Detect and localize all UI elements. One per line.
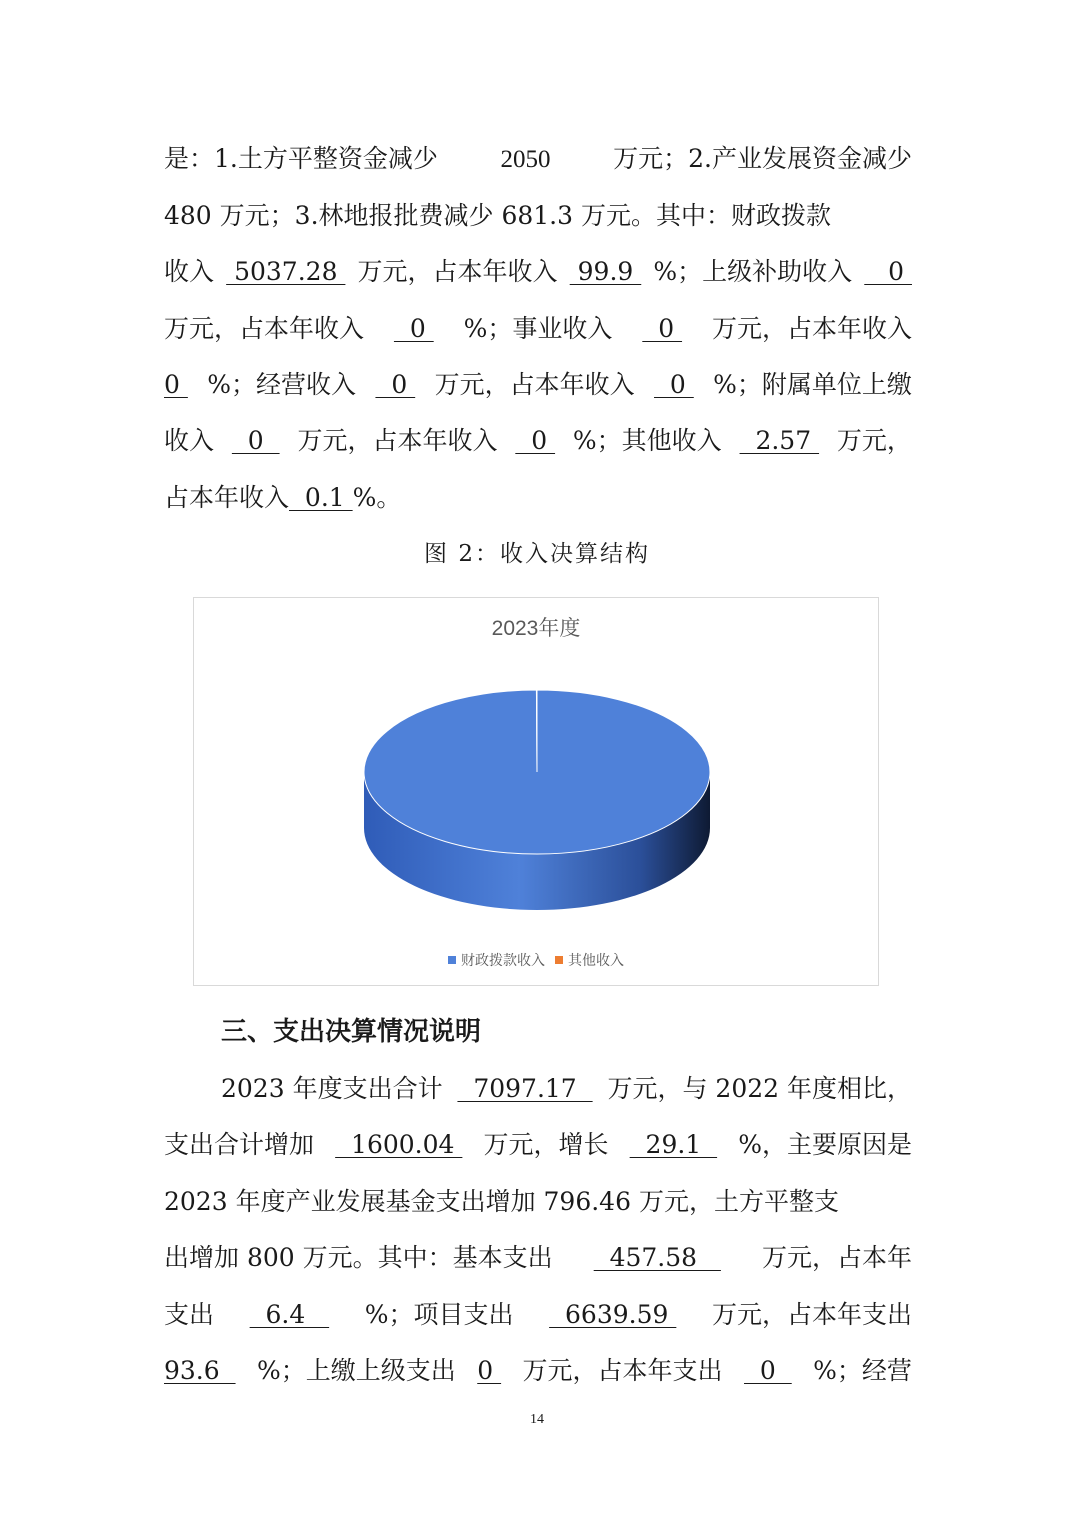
figure-caption: 图 2：收入决算结构 — [424, 541, 650, 567]
text-line-s3-4 — [164, 1238, 912, 1278]
text-line-5 — [164, 365, 912, 405]
underlined-value: 0 — [164, 370, 188, 399]
legend-item — [448, 950, 545, 970]
chart-legend — [194, 950, 878, 970]
legend-label: 财政拨款收入 — [461, 952, 545, 968]
pie-chart — [194, 598, 878, 985]
text-segment: %；经营收入 — [207, 370, 357, 399]
text-line-2 — [164, 196, 912, 236]
underlined-value: 0 — [393, 314, 434, 343]
underlined-value: 0.1 — [289, 483, 353, 512]
text-segment: 万元，占本年收入 — [164, 314, 365, 343]
legend-item — [555, 950, 624, 970]
underlined-value: 5037.28 — [226, 257, 346, 286]
underlined-value: 29.1 — [629, 1130, 718, 1159]
underlined-value: 93.6 — [164, 1356, 236, 1385]
underlined-value: 6.4 — [249, 1300, 330, 1329]
legend-swatch — [555, 956, 563, 964]
text-segment: 480 万元；3.林地报批费减少 681.3 万元。其中：财政拨款 — [164, 201, 831, 230]
text-segment: 2023 年度产业发展基金支出增加 796.46 万元，土方平整支 — [164, 1187, 839, 1216]
text-line-4 — [164, 309, 912, 349]
text-segment: 万元，占本年收入 — [711, 314, 912, 343]
text-line-6 — [164, 421, 912, 461]
underlined-value: 7097.17 — [457, 1074, 593, 1103]
underlined-value: 2.57 — [739, 426, 820, 455]
underlined-value: 99.9 — [569, 257, 642, 286]
text-segment: 万元；2.产业发展资金减少 — [613, 144, 912, 173]
text-segment: 收入 — [164, 257, 215, 286]
section-heading: 三、支出决算情况说明 — [221, 1017, 482, 1047]
text-segment: %；经营 — [813, 1356, 912, 1385]
text-segment: 支出合计增加 — [164, 1130, 315, 1159]
text-segment: %；上级补助收入 — [653, 257, 853, 286]
text-line-s3-2 — [164, 1125, 912, 1165]
underlined-value: 0 — [744, 1356, 792, 1385]
page-number: 14 — [530, 1412, 544, 1427]
text-line-3 — [164, 252, 912, 292]
text-segment: 万元，占本年收入 — [357, 257, 558, 286]
text-segment: %；上缴上级支出 — [257, 1356, 456, 1385]
text-line-s3-5 — [164, 1295, 912, 1335]
legend-label: 其他收入 — [568, 952, 624, 968]
text-segment: %；项目支出 — [364, 1300, 514, 1329]
pie-slice-other-income — [536, 690, 537, 772]
text-segment: %。 — [352, 483, 402, 512]
text-segment: %，主要原因是 — [738, 1130, 912, 1159]
text-segment: 万元，占本年收入 — [297, 426, 498, 455]
underlined-value: 1600.04 — [335, 1130, 463, 1159]
text-segment: 支出 — [164, 1300, 215, 1329]
underlined-value: 0 — [375, 370, 416, 399]
underlined-value: 457.58 — [593, 1243, 721, 1272]
text-segment: %；其他收入 — [572, 426, 722, 455]
underlined-value: 0 — [477, 1356, 502, 1385]
text-segment: 2050 — [500, 146, 551, 173]
text-segment: 收入 — [164, 426, 215, 455]
text-line-s3-6 — [164, 1351, 912, 1391]
underlined-value: 0 — [515, 426, 556, 455]
pie-chart-frame — [193, 597, 879, 986]
underlined-value: 0 — [642, 314, 683, 343]
text-segment: 万元，占本年 — [761, 1243, 912, 1272]
legend-swatch — [448, 956, 456, 964]
underlined-value: 0 — [864, 257, 912, 286]
text-segment: %；附属单位上缴 — [713, 370, 912, 399]
text-segment: 万元， — [836, 426, 912, 455]
underlined-value: 6639.59 — [549, 1300, 677, 1329]
text-line-s3-3 — [164, 1182, 912, 1222]
text-segment: 万元，占本年支出 — [711, 1300, 912, 1329]
text-segment: 是：1.土方平整资金减少 — [164, 144, 438, 173]
text-segment: 万元，增长 — [483, 1130, 609, 1159]
text-segment: 占本年收入 — [164, 483, 290, 512]
text-line-s3-1 — [221, 1069, 912, 1109]
underlined-value: 0 — [654, 370, 694, 399]
text-segment: 出增加 800 万元。其中：基本支出 — [164, 1243, 553, 1272]
text-segment: %；事业收入 — [463, 314, 613, 343]
underlined-value: 0 — [231, 426, 280, 455]
text-segment: 万元，与 2022 年度相比， — [607, 1074, 912, 1103]
text-line-7 — [164, 478, 912, 518]
chart-title: 2023年度 — [491, 617, 581, 640]
text-segment: 万元，占本年收入 — [434, 370, 635, 399]
text-segment: 万元，占本年支出 — [522, 1356, 723, 1385]
text-segment: 2023 年度支出合计 — [221, 1074, 443, 1103]
text-line-1 — [164, 139, 912, 179]
